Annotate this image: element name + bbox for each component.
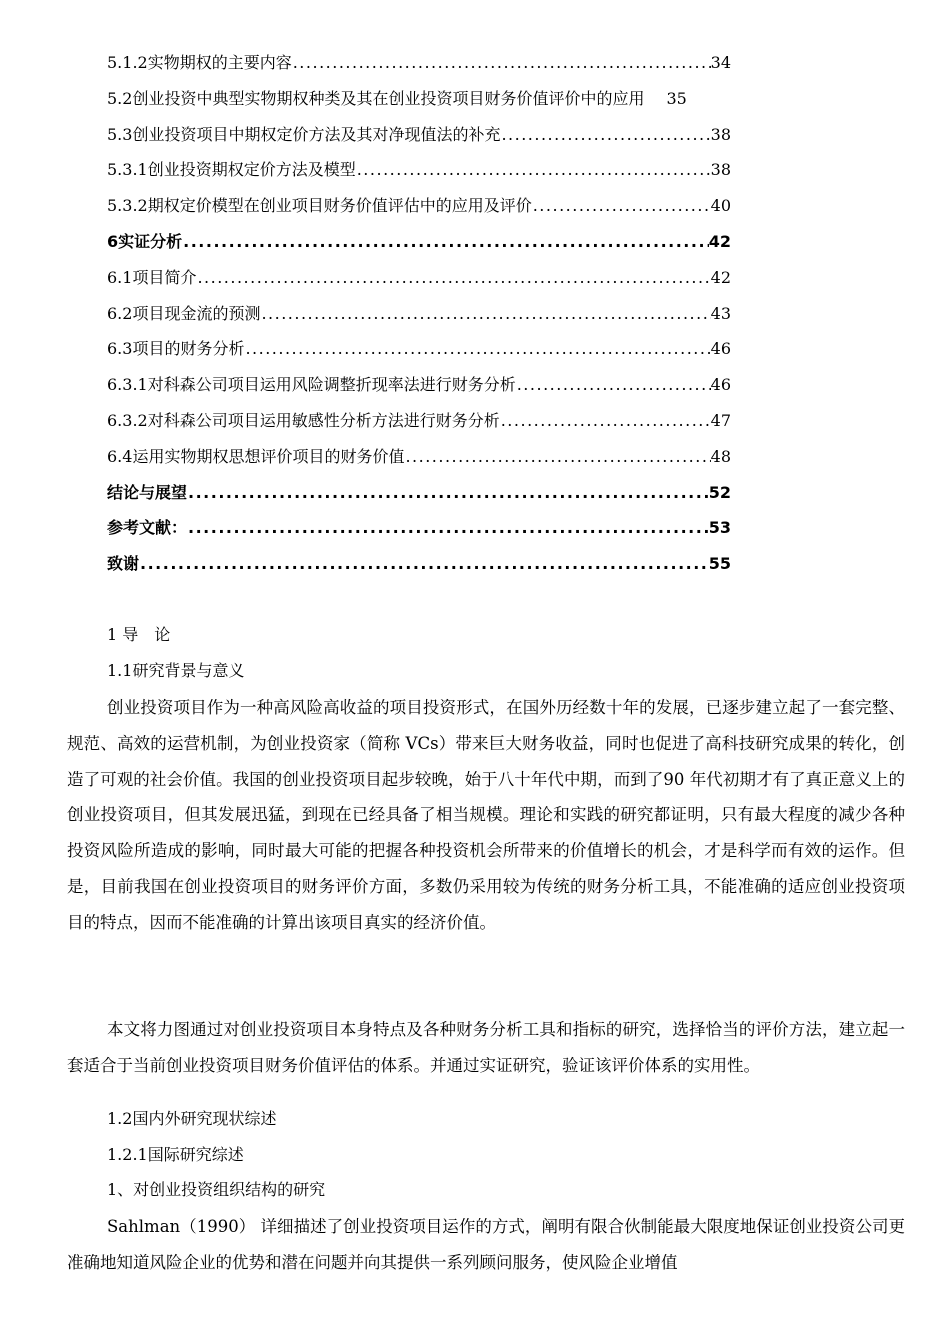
toc-entry-page-number: 35	[666, 88, 687, 108]
body-paragraph: 本文将力图通过对创业投资项目本身特点及各种财务分析工具和指标的研究，选择恰当的评价方法，建立起一套适合于当前创业投资项目财务价值评估的体系。并通过实证研究，验证该评价体系的实用性。	[67, 1020, 905, 1075]
toc-entry[interactable]	[107, 86, 807, 112]
toc-dot-leader	[356, 157, 711, 183]
toc-entry-page-number: 53	[708, 518, 731, 538]
toc-entry-page-number: 38	[710, 124, 731, 144]
toc-entry[interactable]	[107, 301, 731, 327]
toc-dot-leader	[532, 193, 711, 219]
toc-entry-page-number: 34	[710, 53, 731, 72]
toc-entry[interactable]	[107, 193, 731, 219]
toc-entry-title: 结论与展望	[107, 482, 188, 502]
section-heading: 1.1研究背景与意义	[107, 661, 245, 680]
toc-entry[interactable]	[107, 265, 731, 291]
section-heading: 1.2国内外研究现状综述	[107, 1109, 277, 1128]
toc-entry[interactable]	[107, 157, 731, 183]
toc-dot-leader	[244, 336, 710, 362]
toc-entry-page-number: 55	[708, 554, 731, 574]
toc-entry-page-number: 46	[710, 375, 731, 395]
chapter-heading: 1 导 论	[107, 625, 171, 644]
toc-entry-title: 6实证分析	[107, 232, 183, 251]
toc-entry[interactable]	[107, 50, 731, 76]
toc-entry-title: 致谢	[107, 554, 140, 574]
toc-dot-leader	[260, 301, 710, 327]
toc-dot-leader	[500, 408, 711, 434]
toc-entry[interactable]	[107, 336, 731, 362]
toc-entry[interactable]	[107, 551, 731, 577]
toc-entry-title: 6.4运用实物期权思想评价项目的财务价值	[107, 446, 405, 466]
toc-entry[interactable]	[107, 480, 731, 506]
toc-entry-page-number: 47	[710, 411, 731, 430]
toc-entry-title: 5.3创业投资项目中期权定价方法及其对净现值法的补充	[107, 124, 501, 144]
list-item-heading: 1、对创业投资组织结构的研究	[107, 1180, 326, 1199]
toc-dot-leader	[404, 444, 710, 470]
toc-entry-page-number: 42	[708, 232, 731, 251]
toc-entry-title: 6.3.2对科森公司项目运用敏感性分析方法进行财务分析	[107, 411, 500, 430]
toc-entry-title: 6.1项目简介	[107, 267, 197, 287]
toc-entry[interactable]	[107, 372, 731, 398]
toc-entry[interactable]	[107, 122, 731, 148]
toc-dot-leader	[139, 551, 709, 577]
toc-dot-leader	[516, 372, 711, 398]
body-paragraph: Sahlman（1990） 详细描述了创业投资项目运作的方式，阐明有限合伙制能最大限度地保证创业投资公司更准确地知道风险企业的优势和潜在问题并向其提供一系列顾问服务，使风险企业增值	[67, 1217, 905, 1272]
toc-entry-title: 参考文献：	[107, 518, 188, 538]
toc-entry-page-number: 52	[708, 482, 731, 502]
toc-dot-leader	[182, 229, 709, 255]
toc-entry-title: 5.1.2实物期权的主要内容	[107, 53, 292, 72]
toc-dot-leader	[196, 265, 710, 291]
toc-dot-leader	[187, 480, 709, 506]
toc-entry[interactable]	[107, 408, 731, 434]
toc-entry-page-number: 42	[710, 267, 731, 287]
toc-entry-page-number: 48	[710, 446, 731, 466]
toc-entry-title: 6.3项目的财务分析	[107, 339, 245, 359]
toc-entry-page-number: 40	[710, 196, 731, 216]
toc-entry-page-number: 46	[710, 339, 731, 359]
toc-entry-title: 5.3.2期权定价模型在创业项目财务价值评估中的应用及评价	[107, 196, 532, 216]
toc-dot-leader	[187, 515, 709, 541]
subsection-heading: 1.2.1国际研究综述	[107, 1145, 244, 1164]
toc-entry-title: 5.3.1创业投资期权定价方法及模型	[107, 160, 356, 180]
toc-entry[interactable]	[107, 229, 731, 255]
body-paragraph: 创业投资项目作为一种高风险高收益的项目投资形式，在国外历经数十年的发展，已逐步建立起了一套完整、规范、高效的运营机制，为创业投资家（简称 VCs）带来巨大财务收益，同时也促进了高科技研究成果的转化，创造了可观的社会价值。我国的创业投资项目起步较晚，始于八十年代中期，而到了90 年代初期才有了真正意义上的创业投资项目，但其发展迅猛，到现在已经具备了相当规模。理论和实践的研究都证明，只有最大程度的减少各种投资风险所造成的影响，同时最大可能的把握各种投资机会所带来的价值增长的机会，才是科学而有效的运作。但是，目前我国在创业投资项目的财务评价方面，多数仍采用较为传统的财务分析工具，不能准确的适应创业投资项目的特点，因而不能准确的计算出该项目真实的经济价值。	[67, 698, 905, 932]
toc-entry-page-number: 43	[710, 303, 731, 323]
toc-entry[interactable]	[107, 444, 731, 470]
toc-dot-leader	[292, 50, 711, 76]
toc-entry-title: 6.3.1对科森公司项目运用风险调整折现率法进行财务分析	[107, 375, 516, 395]
toc-entry-title: 5.2创业投资中典型实物期权种类及其在创业投资项目财务价值评价中的应用	[107, 88, 645, 108]
toc-entry-page-number: 38	[710, 160, 731, 180]
toc-entry[interactable]	[107, 515, 731, 541]
toc-dot-leader	[500, 122, 710, 148]
toc-entry-title: 6.2项目现金流的预测	[107, 303, 261, 323]
